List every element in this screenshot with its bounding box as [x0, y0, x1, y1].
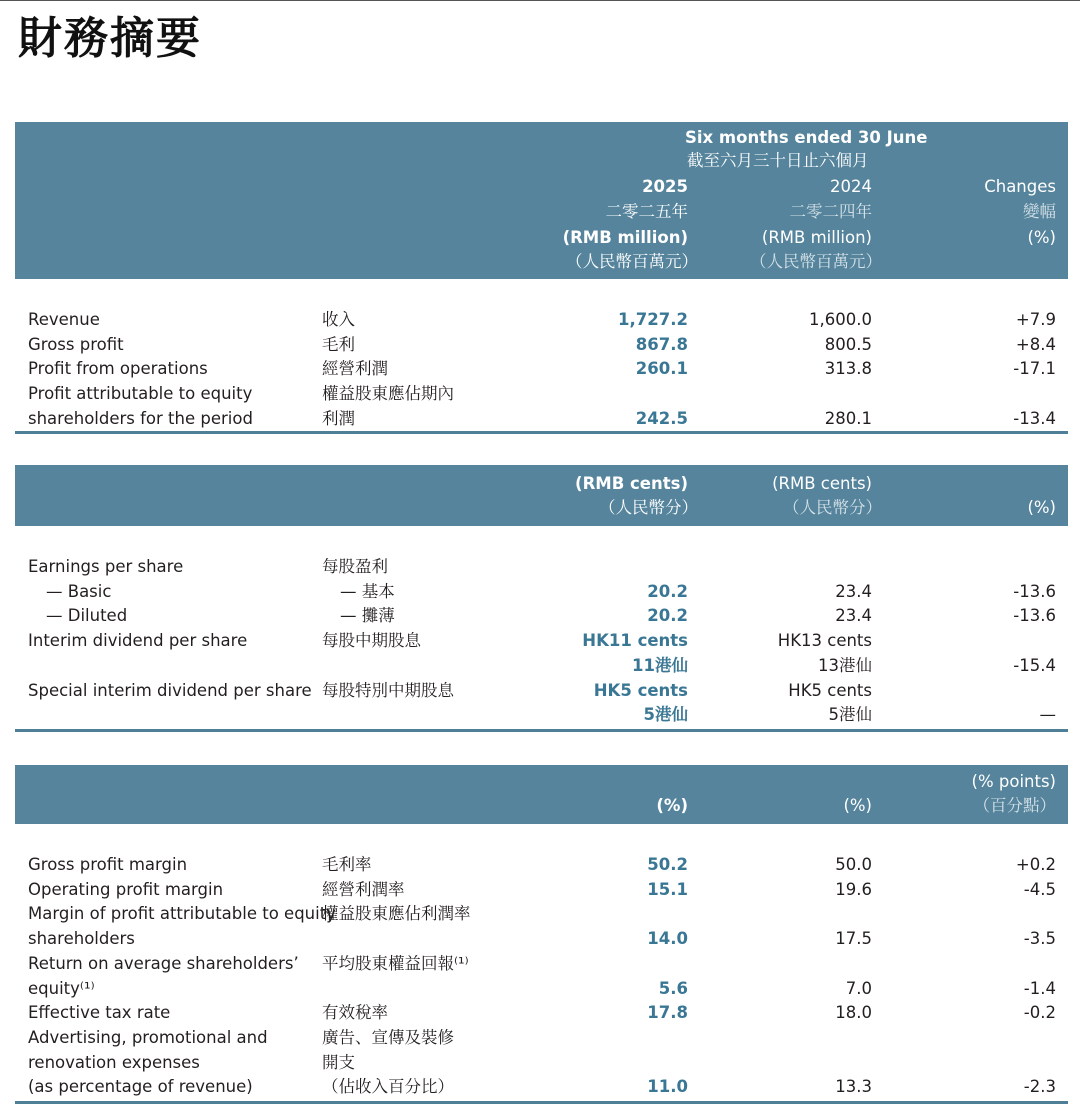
label-en-line — [28, 654, 322, 679]
value-change — [872, 407, 1056, 432]
label-zh — [322, 308, 522, 333]
label-en-line: Special interim dividend per share — [28, 680, 312, 700]
changes-unit: (%) — [1027, 498, 1056, 517]
label-en-line: Profit attributable to equity — [28, 384, 253, 404]
value-2025 — [522, 604, 688, 629]
page-title: 財務摘要 — [18, 13, 202, 64]
label-en-line: Profit from operations — [28, 359, 208, 379]
value-change — [872, 927, 1056, 952]
label-zh — [322, 952, 522, 1001]
table-row — [15, 878, 1068, 903]
year-2025-zh: 二零二五年 — [605, 202, 688, 221]
value-2024 — [688, 679, 872, 728]
unit-2024: (RMB million) — [761, 228, 872, 247]
label-en — [28, 679, 322, 728]
unit-pct-2025: (%) — [656, 796, 688, 815]
value-2024-line: 313.8 — [824, 359, 872, 379]
value-2024 — [688, 1075, 872, 1100]
label-zh — [322, 902, 522, 951]
value-change — [872, 580, 1056, 605]
label-zh — [322, 1001, 522, 1026]
value-2025-line: HK5 cents — [593, 680, 688, 700]
value-2025-line: 14.0 — [647, 929, 688, 949]
unit-2025-zh: （人民幣百萬元） — [566, 252, 698, 271]
label-zh-line: 權益股東應佔期內 — [322, 384, 454, 404]
value-2025 — [522, 580, 688, 605]
value-2024 — [688, 357, 872, 382]
unit-2024-zh: （人民幣百萬元） — [750, 252, 882, 271]
label-en-line: Interim dividend per share — [28, 631, 248, 651]
label-en — [28, 555, 322, 580]
label-en-line: Advertising, promotional and — [28, 1027, 268, 1047]
unit-cents-2025-zh: （人民幣分） — [599, 498, 698, 517]
label-en-line: Gross profit margin — [28, 855, 188, 874]
value-2025-line: 11港仙 — [632, 655, 688, 675]
label-en-line: — Basic — [46, 581, 112, 601]
value-2025 — [522, 629, 688, 678]
year-2024-zh: 二零二四年 — [789, 202, 872, 221]
label-zh — [322, 679, 522, 728]
label-zh-line: 每股中期股息 — [322, 631, 421, 651]
value-change — [872, 604, 1056, 629]
top-border — [0, 0, 1080, 1]
label-zh-line: 利潤 — [322, 408, 355, 428]
table-row — [15, 853, 1068, 878]
value-change-line: -1.4 — [1023, 978, 1056, 998]
value-change-line: -15.4 — [1013, 655, 1056, 675]
label-zh-line: 每股特別中期股息 — [322, 680, 454, 700]
year-2025: 2025 — [642, 177, 688, 196]
label-en — [28, 604, 322, 629]
label-zh-line: （佔收入百分比） — [322, 1077, 454, 1097]
value-change — [872, 1001, 1056, 1026]
section-amounts — [15, 308, 1068, 432]
table-row — [15, 580, 1068, 605]
value-2025-line: 20.2 — [647, 606, 688, 626]
label-en-line: shareholders for the period — [28, 408, 253, 428]
pp-unit: (% points) — [971, 772, 1056, 791]
label-zh-line: 權益股東應佔利潤率 — [322, 904, 471, 924]
label-zh-line: 經營利潤 — [322, 359, 388, 379]
value-2025 — [522, 1001, 688, 1026]
section-per-share — [15, 555, 1068, 728]
label-zh — [322, 580, 522, 605]
value-2024 — [688, 333, 872, 358]
value-change — [872, 333, 1056, 358]
label-zh-line — [322, 703, 522, 728]
value-2025-line: 50.2 — [647, 855, 688, 874]
label-en — [28, 629, 322, 678]
label-zh-line: 收入 — [322, 310, 355, 329]
pp-unit-zh: （百分點） — [973, 796, 1056, 815]
value-2024 — [688, 580, 872, 605]
value-2025 — [522, 1075, 688, 1100]
value-2024-line: 7.0 — [845, 978, 872, 998]
value-change-line: -0.2 — [1023, 1003, 1056, 1023]
table-row — [15, 679, 1068, 728]
value-2025 — [522, 308, 688, 333]
value-2025 — [522, 679, 688, 728]
value-2025-line: 20.2 — [647, 581, 688, 601]
section-divider — [15, 729, 1068, 732]
value-change-line: — — [1039, 705, 1056, 725]
label-zh-line: 平均股東權益回報⁽¹⁾ — [322, 953, 469, 973]
value-2025-line: HK11 cents — [582, 631, 688, 651]
value-change-line — [872, 679, 1056, 704]
label-zh-line: — 基本 — [340, 581, 395, 601]
label-zh-line — [322, 927, 522, 952]
table-header-cents — [15, 465, 1068, 526]
value-2024-line: 800.5 — [824, 334, 872, 354]
label-zh — [322, 333, 522, 358]
section-divider — [15, 431, 1068, 434]
label-zh-line: 毛利 — [322, 334, 355, 354]
value-2024-line: 13港仙 — [818, 655, 872, 675]
unit-2025: (RMB million) — [562, 228, 688, 247]
label-zh-line: 經營利潤率 — [322, 879, 405, 899]
unit-cents-2025: (RMB cents) — [575, 474, 688, 493]
value-change — [872, 629, 1056, 678]
label-zh — [322, 555, 522, 580]
label-zh-line: 毛利率 — [322, 855, 372, 874]
table-row — [15, 604, 1068, 629]
value-change-line: +0.2 — [1015, 855, 1056, 874]
table-header-amounts — [15, 122, 1068, 279]
label-en — [28, 333, 322, 358]
value-2024-line: 17.5 — [835, 929, 872, 949]
value-change-line — [872, 629, 1056, 654]
table-row — [15, 308, 1068, 333]
year-2024: 2024 — [830, 177, 872, 196]
value-2025-line: 5港仙 — [643, 705, 688, 725]
label-en-line: equity⁽¹⁾ — [28, 978, 95, 998]
label-en-line — [28, 703, 322, 728]
value-2025-line: 15.1 — [647, 879, 688, 899]
value-2025 — [522, 977, 688, 1002]
label-en — [28, 382, 322, 431]
value-2025-line: 260.1 — [635, 359, 688, 379]
value-2024-line: 13.3 — [835, 1077, 872, 1097]
table-row — [15, 555, 1068, 580]
value-change — [872, 977, 1056, 1002]
value-2025-line: 5.6 — [658, 978, 688, 998]
value-2025 — [522, 927, 688, 952]
label-zh — [322, 357, 522, 382]
value-2024-line: HK5 cents — [788, 680, 872, 700]
value-2024-line: 23.4 — [835, 606, 872, 626]
label-zh-line — [322, 654, 522, 679]
table-row — [15, 1026, 1068, 1100]
label-en-line: Gross profit — [28, 334, 124, 354]
value-2025 — [522, 407, 688, 432]
label-zh-line: — 攤薄 — [340, 606, 395, 626]
label-zh — [322, 853, 522, 878]
value-2024-line: HK13 cents — [777, 631, 872, 651]
value-2025-line: 867.8 — [635, 334, 688, 354]
value-2024 — [688, 604, 872, 629]
label-en-line: (as percentage of revenue) — [28, 1077, 253, 1097]
label-zh — [322, 1026, 522, 1100]
value-2024-line: 5港仙 — [828, 705, 872, 725]
label-en-line: renovation expenses — [28, 1052, 200, 1072]
value-change-line: -4.5 — [1023, 879, 1056, 899]
value-2025-line: 11.0 — [647, 1077, 688, 1097]
value-2024 — [688, 927, 872, 952]
changes-unit: (%) — [1027, 228, 1056, 247]
table-row — [15, 629, 1068, 678]
value-change-line: -13.6 — [1013, 581, 1056, 601]
unit-cents-2024-zh: （人民幣分） — [783, 498, 882, 517]
label-zh — [322, 382, 522, 431]
table-header-ratios — [15, 765, 1068, 824]
value-2024-line: 1,600.0 — [809, 310, 872, 329]
label-en-line: Revenue — [28, 310, 100, 329]
label-en — [28, 878, 322, 903]
label-zh — [322, 878, 522, 903]
label-en-line: — Diluted — [46, 606, 128, 626]
label-zh-line: 每股盈利 — [322, 557, 388, 576]
changes-label: Changes — [984, 177, 1056, 196]
section-ratios — [15, 853, 1068, 1100]
label-en — [28, 580, 322, 605]
changes-label-zh: 變幅 — [1023, 202, 1056, 221]
label-zh-line: 開支 — [322, 1052, 355, 1072]
table-row — [15, 1001, 1068, 1026]
value-2024-line: 19.6 — [835, 879, 872, 899]
value-change-line: -13.6 — [1013, 606, 1056, 626]
value-2025 — [522, 853, 688, 878]
value-2024 — [688, 977, 872, 1002]
label-zh-line: 有效稅率 — [322, 1003, 388, 1023]
label-zh-line: 廣告、宣傳及裝修 — [322, 1027, 454, 1047]
label-en — [28, 853, 322, 878]
value-2025 — [522, 333, 688, 358]
label-en-line: Effective tax rate — [28, 1003, 171, 1023]
label-zh — [322, 629, 522, 678]
table-row — [15, 952, 1068, 1001]
value-change-line: +8.4 — [1015, 334, 1056, 354]
value-change — [872, 679, 1056, 728]
label-en-line: Return on average shareholders’ — [28, 953, 299, 973]
label-en-line: Margin of profit attributable to equity — [28, 904, 336, 924]
unit-pct-2024: (%) — [843, 796, 872, 815]
value-change-line: -13.4 — [1013, 408, 1056, 428]
value-change-line: -3.5 — [1023, 929, 1056, 949]
value-change-line: -2.3 — [1023, 1077, 1056, 1097]
value-2025 — [522, 878, 688, 903]
table-row — [15, 902, 1068, 951]
value-change — [872, 1075, 1056, 1100]
value-change — [872, 308, 1056, 333]
label-en-line: Earnings per share — [28, 557, 184, 576]
value-2024 — [688, 1001, 872, 1026]
table-row — [15, 382, 1068, 431]
section-divider — [15, 1101, 1068, 1104]
table-row — [15, 357, 1068, 382]
value-2025 — [522, 357, 688, 382]
label-en — [28, 357, 322, 382]
label-zh-line — [322, 977, 522, 1002]
value-2024-line: 50.0 — [835, 855, 872, 874]
label-en — [28, 1001, 322, 1026]
unit-cents-2024: (RMB cents) — [772, 474, 872, 493]
period-zh: 截至六月三十日止六個月 — [687, 151, 869, 170]
value-2024-line: 23.4 — [835, 581, 872, 601]
period-en: Six months ended 30 June — [685, 128, 928, 147]
value-change — [872, 357, 1056, 382]
value-2024 — [688, 853, 872, 878]
label-en — [28, 952, 322, 1001]
value-2024 — [688, 407, 872, 432]
value-2024 — [688, 629, 872, 678]
label-en — [28, 902, 336, 951]
value-2025-line: 1,727.2 — [618, 310, 688, 329]
value-2024-line: 18.0 — [835, 1003, 872, 1023]
value-2024 — [688, 308, 872, 333]
value-2025-line: 17.8 — [647, 1003, 688, 1023]
label-en-line: shareholders — [28, 929, 135, 949]
value-change-line: -17.1 — [1013, 359, 1056, 379]
value-change — [872, 878, 1056, 903]
label-en-line: Operating profit margin — [28, 879, 224, 899]
label-en — [28, 1026, 322, 1100]
value-change — [872, 853, 1056, 878]
table-row — [15, 333, 1068, 358]
value-2024-line: 280.1 — [824, 408, 872, 428]
value-2025-line: 242.5 — [635, 408, 688, 428]
value-change-line: +7.9 — [1015, 310, 1056, 329]
value-2024 — [688, 878, 872, 903]
label-zh — [322, 604, 522, 629]
label-en — [28, 308, 322, 333]
